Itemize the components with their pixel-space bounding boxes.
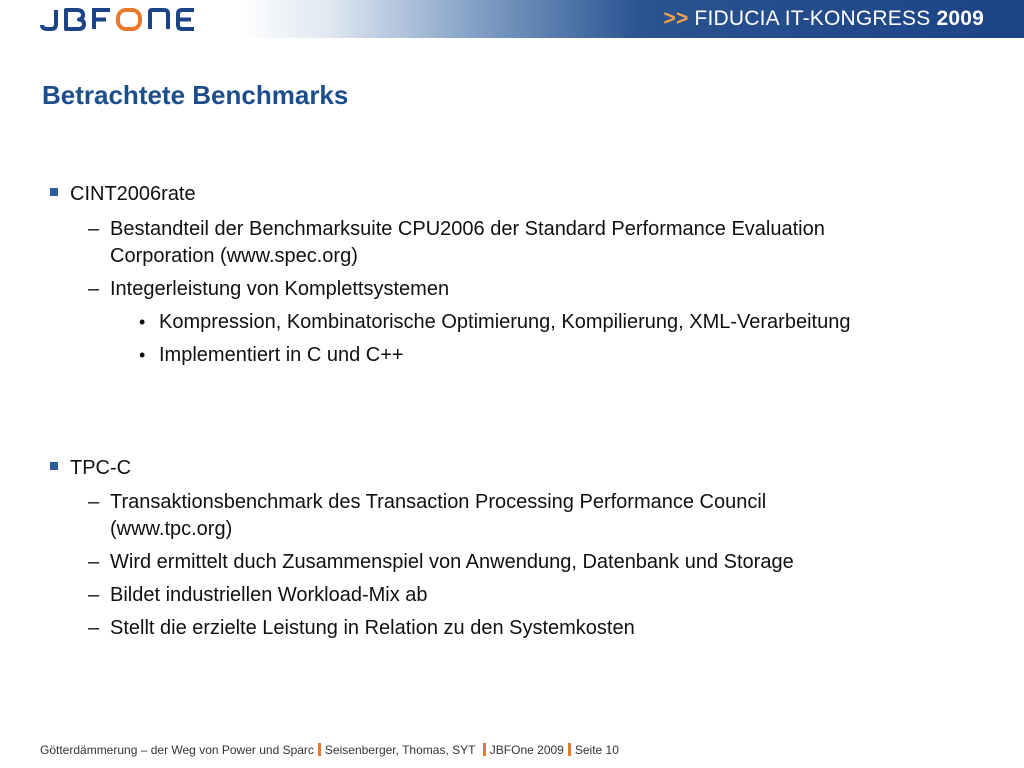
footer-separator <box>483 743 486 756</box>
conference-title <box>663 6 984 32</box>
dash-bullet-icon: – <box>88 218 100 240</box>
footer-topic: Götterdämmerung – der Weg von Power und Sparc <box>40 743 314 757</box>
sub-bullet-interplay: Wird ermittelt duch Zusammenspiel von Anwendung, Datenbank und Storage <box>110 551 794 573</box>
header-band <box>0 0 1024 38</box>
bullet-cint2006rate: CINT2006rate <box>70 183 196 205</box>
conference-year: 2009 <box>936 7 984 30</box>
dash-bullet-icon: – <box>88 617 100 639</box>
jbfone-logo <box>40 6 210 32</box>
sub-sub-bullet-implementation: Implementiert in C und C++ <box>159 344 404 366</box>
bullet-tpc-c: TPC-C <box>70 457 132 479</box>
sub-bullet-integer: Integerleistung von Komplettsystemen <box>110 278 450 300</box>
header-arrows: >> <box>663 7 689 30</box>
conference-name: FIDUCIA IT-KONGRESS <box>694 7 931 30</box>
sub-bullet-workload: Bildet industriellen Workload-Mix ab <box>110 584 428 606</box>
dash-bullet-icon: – <box>88 278 100 300</box>
sub-bullet-cost: Stellt die erzielte Leistung in Relation zu den Systemkosten <box>110 617 635 639</box>
sub-bullet-tpc-line1: Transaktionsbenchmark des Transaction Processing Performance Council <box>110 491 767 513</box>
square-bullet-icon <box>50 462 58 470</box>
dash-bullet-icon: – <box>88 491 100 513</box>
sub-bullet-spec-line1: Bestandteil der Benchmarksuite CPU2006 der Standard Performance Evaluation <box>110 218 825 240</box>
dash-bullet-icon: – <box>88 584 100 606</box>
footer-event: JBFOne 2009 <box>489 743 564 757</box>
sub-bullet-tpc-line2: (www.tpc.org) <box>110 518 233 540</box>
footer-separator <box>568 743 571 756</box>
footer-page-number: Seite 10 <box>574 743 619 757</box>
footer <box>40 742 619 758</box>
dash-bullet-icon: – <box>88 551 100 573</box>
page-title: Betrachtete Benchmarks <box>42 80 349 110</box>
footer-separator <box>318 743 321 756</box>
square-bullet-icon <box>50 188 58 196</box>
dot-bullet-icon: • <box>139 345 146 365</box>
dot-bullet-icon: • <box>139 312 146 332</box>
sub-sub-bullet-compression: Kompression, Kombinatorische Optimierung, Kompilierung, XML-Verarbeitung <box>159 311 851 333</box>
sub-bullet-spec-line2: Corporation (www.spec.org) <box>110 245 358 267</box>
footer-authors: Seisenberger, Thomas, SYT <box>324 743 476 757</box>
